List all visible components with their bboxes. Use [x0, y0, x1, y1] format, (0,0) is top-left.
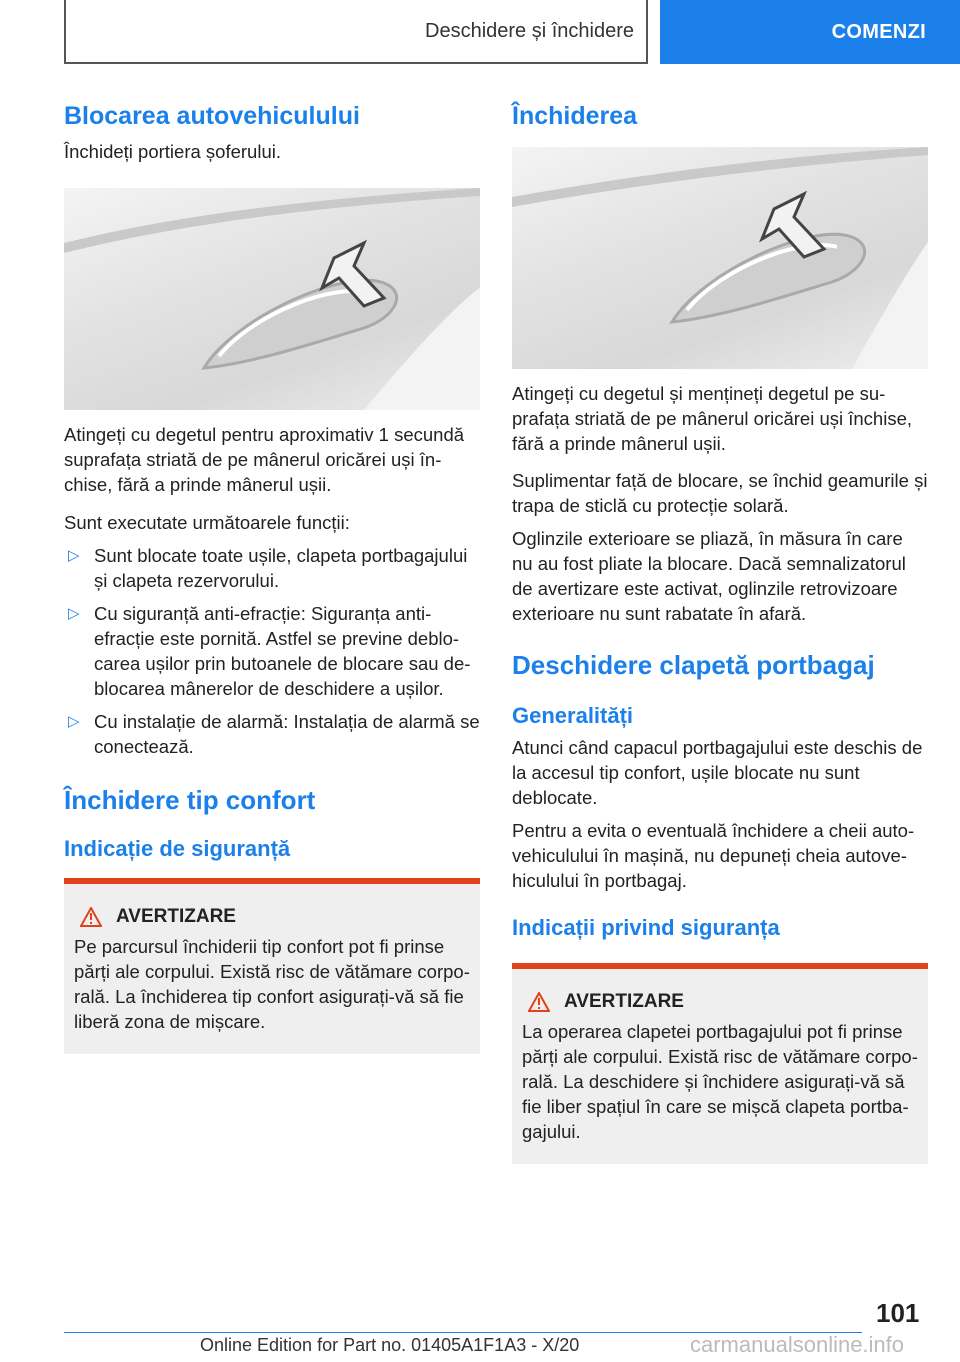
- paragraph: Atunci când capacul portbagajului este deschis de la accesul tip confort, ușile blocate nu sunt deblocate.: [512, 737, 923, 808]
- paragraph: Sunt executate următoarele funcții:: [64, 512, 350, 533]
- warning-triangle-icon: [528, 992, 550, 1012]
- door-handle-photo: [64, 188, 480, 410]
- list-item: [64, 543, 480, 593]
- header-section-tab: [64, 0, 648, 64]
- list-item-text: Sunt blocate toate ușile, clapeta portbagajului și clapeta rezervorului.: [94, 545, 468, 591]
- list-item: [64, 601, 480, 701]
- warning-header: [74, 906, 470, 928]
- triangle-right-icon: ▷: [68, 605, 80, 622]
- header-section-title: Deschidere și închidere: [425, 19, 634, 42]
- warning-title: AVERTIZARE: [564, 991, 684, 1012]
- door-handle-image: [512, 147, 928, 369]
- list-item-text: Cu instalație de alarmă: Instalația de alarmă se conectează.: [94, 711, 480, 757]
- watermark: carmanualsonline.info: [690, 1332, 905, 1357]
- door-handle-photo: [512, 147, 928, 369]
- list-item: [64, 709, 480, 759]
- warning-header: [522, 991, 918, 1013]
- bullet-list: [64, 543, 480, 759]
- header-chapter-title: COMENZI: [831, 20, 926, 43]
- footer-edition: Online Edition for Part no. 01405A1F1A3 - X/20: [200, 1335, 580, 1355]
- heading-generalitati: Generalități: [512, 703, 634, 728]
- heading-inchidere-confort: Închidere tip confort: [64, 785, 316, 815]
- triangle-right-icon: ▷: [68, 713, 80, 730]
- header-chapter-tab: [660, 0, 960, 64]
- heading-inchiderea: Închiderea: [512, 102, 638, 130]
- paragraph: Oglinzile exterioare se pliază, în măsura în care nu au fost pliate la blocare. Dacă semnalizatorul de avertizare este activat, oglinzile retrovizoare exterioare nu sunt rabatate în afară.: [512, 528, 906, 624]
- page-number: 101: [876, 1298, 920, 1328]
- paragraph: Suplimentar față de blocare, se închid geamurile și trapa de sticlă cu protecție solară.: [512, 470, 928, 516]
- triangle-right-icon: ▷: [68, 547, 80, 564]
- list-item-text: Cu siguranță anti-efracție: Siguranța anti‐efracție este pornită. Astfel se previne deblo‐carea ușilor prin butoanele de blocare sau de‐blocarea mânerelor de deschidere a ușilor.: [94, 603, 471, 699]
- heading-deschidere-clapeta: Deschidere clapetă portbagaj: [512, 650, 875, 680]
- left-column: [64, 100, 480, 1054]
- paragraph: Închideți portiera șoferului.: [64, 141, 281, 162]
- warning-text: Pe parcursul închiderii tip confort pot fi prinse părți ale corpului. Există risc de vătămare corpo‐rală. La închiderea tip confort asigurați-vă să fie liberă zona de mișcare.: [74, 936, 470, 1032]
- right-column: [512, 100, 928, 1164]
- heading-indicatii-siguranta: Indicații privind siguranța: [512, 915, 780, 940]
- heading-indicatie-siguranta: Indicație de siguranță: [64, 836, 291, 861]
- paragraph: Atingeți cu degetul și mențineți degetul pe su‐prafața striată de pe mânerul oricărei uși închise, fără a prinde mânerul ușii.: [512, 383, 913, 454]
- door-handle-image: [64, 188, 480, 410]
- warning-box: [512, 963, 928, 1164]
- warning-text: La operarea clapetei portbagajului pot fi prinse părți ale corpului. Există risc de vătămare corpo‐rală. La deschidere și închidere asigurați-vă să fie liber spațiul în care se mișcă clapeta portba‐gajului.: [522, 1021, 918, 1142]
- paragraph: Pentru a evita o eventuală închidere a cheii auto‐vehiculului în mașină, nu depuneți cheia autove‐hiculului în portbagaj.: [512, 820, 915, 891]
- paragraph: Atingeți cu degetul pentru aproximativ 1 secundă suprafața striată de pe mânerul oricărei uși în‐chise, fără a prinde mânerul ușii.: [64, 424, 465, 495]
- warning-box: [64, 878, 480, 1054]
- heading-blocarea: Blocarea autovehiculului: [64, 102, 360, 130]
- warning-triangle-icon: [80, 907, 102, 927]
- warning-title: AVERTIZARE: [116, 906, 236, 927]
